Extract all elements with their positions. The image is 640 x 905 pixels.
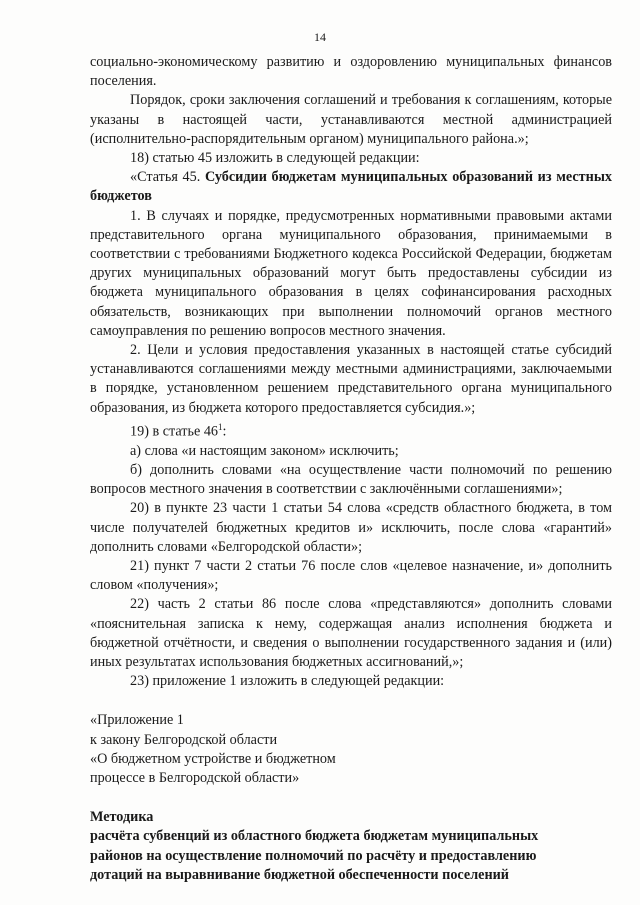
paragraph-article-45-title [90,168,612,206]
paragraph-item-21: 21) пункт 7 части 2 статьи 76 после слов «целевое назначение, и» дополнить словом «получения»; [90,558,612,594]
paragraph-item-19 [90,418,612,442]
item-19-superscript: 1 [218,421,223,432]
paragraph-item-20: 20) в пункте 23 части 1 статьи 54 слова «средств областного бюджета, в том числе получателей бюджетных кредитов и» исключить, после слова «гарантий» дополнить словами «Белгородской области»; [90,500,612,555]
paragraph-finances: социально-экономическому развитию и оздоровлению муниципальных финансов поселения. [90,54,612,90]
paragraph-item-19-b: б) дополнить словами «на осуществление части полномочий по решению вопросов местного значения в соответствии с заключёнными соглашениями»; [90,462,612,498]
spacer [90,691,612,711]
document-body [90,53,612,885]
article-45-label: «Статья 45. [130,169,205,186]
methodology-title-line-1: расчёта субвенций из областного бюджета бюджетам муниципальных [90,828,539,845]
paragraph-agreement-order: Порядок, сроки заключения соглашений и требования к соглашениям, которые указаны в настоящей части, устанавливаются местной администрацией (исполнительно-распорядительным органом) муниципального района.»; [90,92,612,147]
paragraph-item-18: 18) статью 45 изложить в следующей редакции: [130,150,420,167]
methodology-heading: Методика [90,809,154,826]
item-19-colon: : [222,423,227,440]
methodology-title-line-3: дотаций на выравнивание бюджетной обеспеченности поселений [90,866,509,883]
paragraph-item-19-a: а) слова «и настоящим законом» исключить; [130,442,399,459]
paragraph-item-22: 22) часть 2 статьи 86 после слова «представляются» дополнить словами «пояснительная записка к нему, содержащая анализ исполнения бюджета и бюджетной отчётности, и сведения о выполнении государственного задания и (или) иных результатах использования бюджетных ассигнований,»; [90,596,612,671]
paragraph-article-45-part-1: 1. В случаях и порядке, предусмотренных нормативными правовыми актами представительного органа муниципального образования, принимаемыми в соответствии с требованиями Бюджетного кодекса Российской Федерации, бюджетам других муниципальных образований могут быть предоставлены субсидии из бюджета муниципального образования в целях софинансирования расходных обязательств, возникающих при выполнении полномочий органов местного самоуправления по решению вопросов местного значения. [90,207,612,339]
appendix-line-2: к закону Белгородской области [90,731,278,748]
page-number: 14 [314,30,326,44]
methodology-title-line-2: районов на осуществление полномочий по расчёту и предоставлению [90,847,537,864]
appendix-line-4: процессе в Белгородской области» [90,770,300,787]
appendix-line-3: «О бюджетном устройстве и бюджетном [90,750,336,767]
paragraph-article-45-part-2: 2. Цели и условия предоставления указанных в настоящей статье субсидий устанавливаются соглашениями между местными администрациями, заключаемыми в порядке, установленном решением представительного органа муниципального образования, из бюджета которого предоставляется субсидия.»; [90,342,612,416]
article-45-heading: Субсидии бюджетам муниципальных образований из местных бюджетов [90,169,612,205]
item-19-text: 19) в статье 46 [130,423,219,440]
appendix-line-1: «Приложение 1 [90,712,184,729]
spacer [90,788,612,808]
paragraph-item-23: 23) приложение 1 изложить в следующей редакции: [130,673,445,690]
